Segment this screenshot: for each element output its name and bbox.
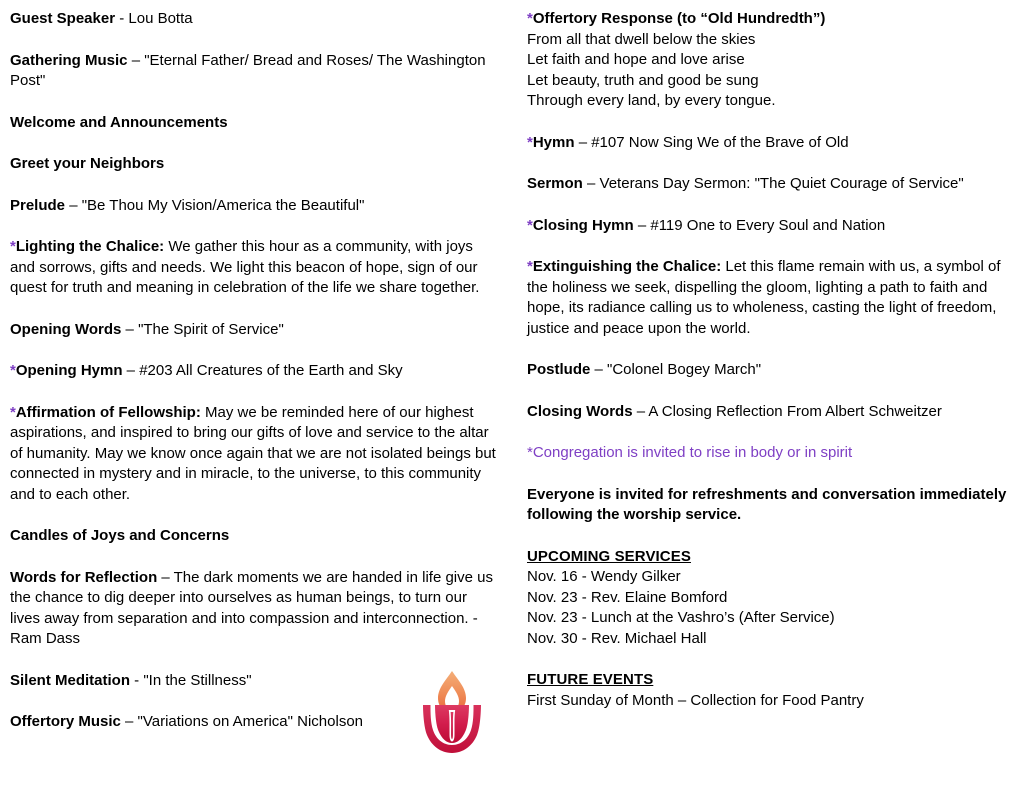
section-spacer xyxy=(527,649,1014,670)
service-item-detail: We gather this hour as a community, with joys and sorrows, gifts and needs. We light this beacon of hope, sign of our quest for truth and meaning in celebration of the life we share together. xyxy=(10,238,480,296)
rise-asterisk: * xyxy=(10,403,16,421)
upcoming-service-entry: Nov. 23 - Lunch at the Vashro’s (After Service) xyxy=(527,609,835,626)
service-item-label: Welcome and Announcements xyxy=(10,113,228,131)
service-item-detail: May we be reminded here of our highest aspirations, and inspired to bring our gifts of love and service to the altar of humanity. May we know once again that we are not isolated beings but connected in mystery and in miracle, to the universe, to this community and to each other. xyxy=(10,403,496,503)
service-item xyxy=(10,113,501,134)
rise-asterisk: * xyxy=(10,238,16,255)
service-item-label: Prelude xyxy=(10,196,66,214)
upcoming-service-entry: Nov. 23 - Rev. Elaine Bomford xyxy=(527,588,728,606)
service-item-detail: Let this flame remain with us, a symbol of the holiness we seek, dispelling the gloom, lighting a path to faith and hope, its radiance calling us to wholeness, casting the light of freedom, justice and peace upon the world. xyxy=(527,258,1001,337)
offertory-response-heading xyxy=(527,9,1014,30)
service-item xyxy=(527,133,1014,154)
refreshments-note: Everyone is invited for refreshments and conversation immediately following the worship service. xyxy=(527,485,1007,523)
upcoming-services-block xyxy=(527,547,1014,650)
service-item-label: Closing Words xyxy=(527,402,633,420)
service-item-label: Words for Reflection xyxy=(10,568,158,586)
rise-asterisk: * xyxy=(527,258,533,275)
service-item-label: Sermon xyxy=(527,175,583,192)
upcoming-service-entry: Nov. 30 - Rev. Michael Hall xyxy=(527,629,707,647)
service-item xyxy=(10,237,501,299)
service-item-label: Silent Meditation xyxy=(10,671,130,689)
service-item xyxy=(10,51,501,92)
service-item xyxy=(10,526,501,547)
service-item-label: Candles of Joys and Concerns xyxy=(10,527,230,544)
service-item-detail: – #203 All Creatures of the Earth and Sky xyxy=(122,362,403,379)
offertory-response-line: Let beauty, truth and good be sung xyxy=(527,71,759,89)
service-item-label: Postlude xyxy=(527,361,591,378)
service-item-detail: – "Be Thou My Vision/America the Beautiful" xyxy=(65,196,365,214)
service-item-detail: – Veterans Day Sermon: "The Quiet Courage of Service" xyxy=(582,175,964,192)
service-item-label: Gathering Music xyxy=(10,51,128,69)
service-item-detail: – The dark moments we are handed in life give us the chance to dig deeper into ourselves as human beings, to turn our lives away from separation and into compassion and interconnection. -Ram Dass xyxy=(10,568,493,647)
service-item-label: Opening Words xyxy=(10,320,122,338)
offertory-response-line: Let faith and hope and love arise xyxy=(527,51,745,68)
service-item xyxy=(10,568,501,650)
service-item-label: Hymn xyxy=(532,133,575,151)
service-item-label: Closing Hymn xyxy=(532,216,634,234)
service-item-label: Guest Speaker xyxy=(10,10,116,27)
offertory-response-line: Through every land, by every tongue. xyxy=(527,92,776,109)
service-item xyxy=(10,154,501,175)
service-item xyxy=(10,320,501,341)
service-item-label: Lighting the Chalice: xyxy=(15,238,165,255)
service-item xyxy=(527,174,1014,195)
unitarian-universalist-chalice-logo xyxy=(418,667,486,757)
service-item xyxy=(527,216,1014,237)
service-item xyxy=(10,196,501,217)
service-item xyxy=(10,361,501,382)
service-item xyxy=(10,403,501,506)
service-item-detail: – A Closing Reflection From Albert Schweitzer xyxy=(632,402,942,420)
service-item xyxy=(527,257,1014,339)
rise-asterisk: * xyxy=(10,362,16,379)
future-events-block xyxy=(527,670,1014,711)
service-item-label: Greet your Neighbors xyxy=(10,155,165,172)
service-item-detail: – "Variations on America" Nicholson xyxy=(120,713,364,730)
rise-asterisk: * xyxy=(527,133,533,151)
offertory-response-label: Offertory Response (to “Old Hundredth”) xyxy=(532,10,826,27)
future-events-heading: FUTURE EVENTS xyxy=(527,671,654,688)
rise-asterisk: * xyxy=(527,216,533,234)
service-item xyxy=(527,360,1014,381)
rise-asterisk: * xyxy=(527,10,533,27)
service-item-detail: - Lou Botta xyxy=(115,10,193,27)
service-item-detail: – "Eternal Father/ Bread and Roses/ The Washington Post" xyxy=(10,51,486,89)
chalice-icon xyxy=(418,667,486,757)
service-item-detail: – #119 One to Every Soul and Nation xyxy=(633,216,886,234)
offertory-response-block xyxy=(527,9,1014,112)
right-column xyxy=(515,0,1024,791)
rise-rubric: *Congregation is invited to rise in body or in spirit xyxy=(527,444,853,461)
service-item-detail: – "Colonel Bogey March" xyxy=(590,361,762,378)
service-item-detail: – "The Spirit of Service" xyxy=(121,320,284,338)
service-item-label: Extinguishing the Chalice: xyxy=(532,258,722,275)
service-item-detail: - "In the Stillness" xyxy=(130,671,252,689)
offertory-response-line: From all that dwell below the skies xyxy=(527,30,756,48)
service-item-label: Affirmation of Fellowship: xyxy=(15,403,201,421)
service-item xyxy=(527,402,1014,423)
service-item-label: Offertory Music xyxy=(10,713,121,730)
service-item-label: Opening Hymn xyxy=(15,362,123,379)
future-event-entry: First Sunday of Month – Collection for Food Pantry xyxy=(527,691,864,709)
upcoming-service-entry: Nov. 16 - Wendy Gilker xyxy=(527,568,681,585)
upcoming-services-heading: UPCOMING SERVICES xyxy=(527,547,691,565)
service-item-detail: – #107 Now Sing We of the Brave of Old xyxy=(574,133,849,151)
service-item xyxy=(10,9,501,30)
